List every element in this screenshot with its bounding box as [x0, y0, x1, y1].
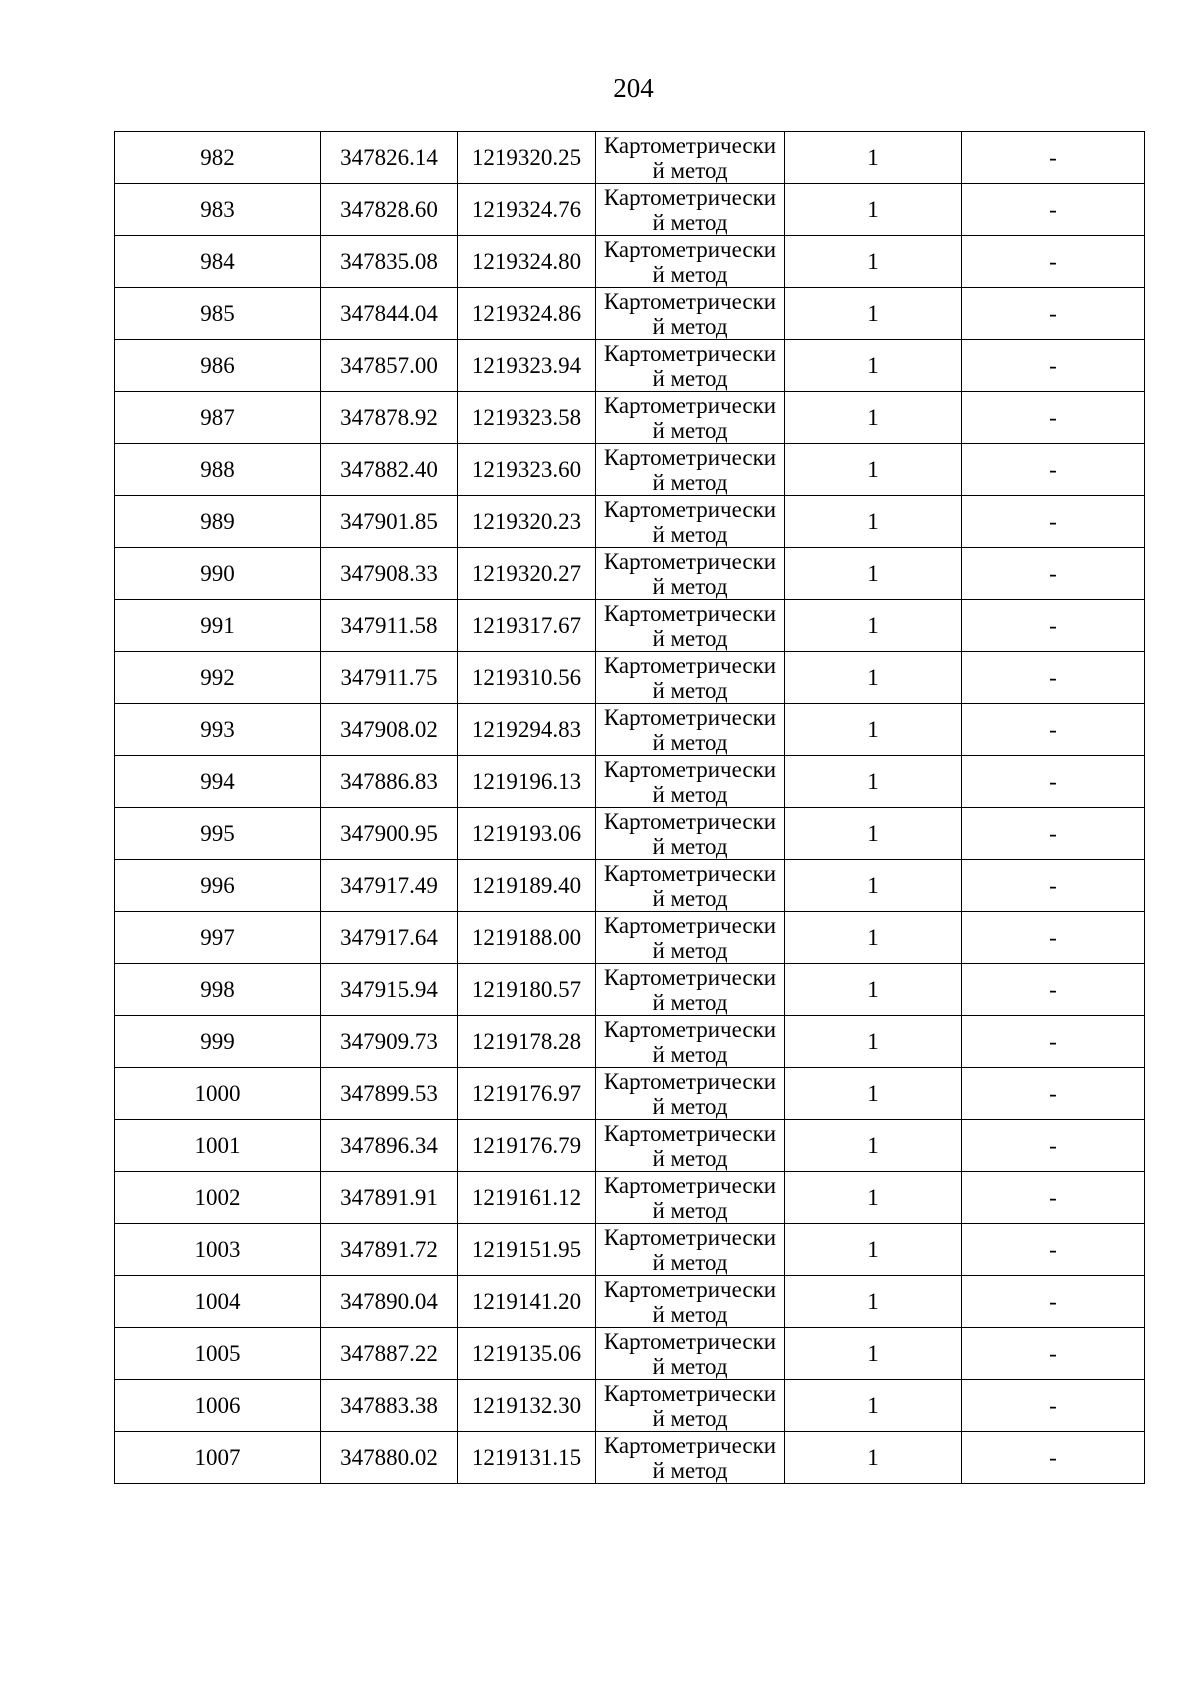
x-coordinate-cell: 347899.53	[321, 1068, 458, 1120]
point-number-cell: 1007	[115, 1432, 321, 1484]
point-number-cell: 1001	[115, 1120, 321, 1172]
y-coordinate-cell: 1219310.56	[458, 652, 596, 704]
method-text-line2: й метод	[652, 781, 728, 807]
description-cell: -	[962, 860, 1145, 912]
table-row	[115, 548, 1145, 600]
method-text-line2: й метод	[652, 469, 728, 495]
description-cell: -	[962, 1432, 1145, 1484]
description-cell: -	[962, 288, 1145, 340]
method-cell	[596, 184, 785, 236]
y-coordinate-cell: 1219180.57	[458, 964, 596, 1016]
method-text-line1: Картометрически	[603, 1432, 777, 1458]
method-text-line2: й метод	[652, 677, 728, 703]
accuracy-cell: 1	[785, 1432, 962, 1484]
accuracy-cell: 1	[785, 756, 962, 808]
y-coordinate-cell: 1219317.67	[458, 600, 596, 652]
method-text-line2: й метод	[652, 1301, 728, 1327]
y-coordinate-cell: 1219178.28	[458, 1016, 596, 1068]
x-coordinate-cell: 347835.08	[321, 236, 458, 288]
method-text-line1: Картометрически	[603, 1276, 777, 1302]
accuracy-cell: 1	[785, 184, 962, 236]
method-text-line2: й метод	[652, 365, 728, 391]
point-number-cell: 1004	[115, 1276, 321, 1328]
method-text-line1: Картометрически	[603, 756, 777, 782]
y-coordinate-cell: 1219176.79	[458, 1120, 596, 1172]
description-cell: -	[962, 340, 1145, 392]
y-coordinate-cell: 1219151.95	[458, 1224, 596, 1276]
y-coordinate-cell: 1219193.06	[458, 808, 596, 860]
table-row	[115, 236, 1145, 288]
description-cell: -	[962, 1016, 1145, 1068]
table-row	[115, 912, 1145, 964]
method-cell	[596, 600, 785, 652]
method-cell	[596, 652, 785, 704]
x-coordinate-cell: 347908.02	[321, 704, 458, 756]
table-row	[115, 1120, 1145, 1172]
point-number-cell: 983	[115, 184, 321, 236]
accuracy-cell: 1	[785, 392, 962, 444]
point-number-cell: 1006	[115, 1380, 321, 1432]
method-text-line1: Картометрически	[603, 704, 777, 730]
point-number-cell: 996	[115, 860, 321, 912]
table-row	[115, 652, 1145, 704]
method-text-line2: й метод	[652, 937, 728, 963]
table-row	[115, 1380, 1145, 1432]
method-text-line1: Картометрически	[603, 1016, 777, 1042]
point-number-cell: 989	[115, 496, 321, 548]
method-text-line1: Картометрически	[603, 1380, 777, 1406]
x-coordinate-cell: 347857.00	[321, 340, 458, 392]
x-coordinate-cell: 347909.73	[321, 1016, 458, 1068]
method-cell	[596, 496, 785, 548]
description-cell: -	[962, 1380, 1145, 1432]
description-cell: -	[962, 600, 1145, 652]
accuracy-cell: 1	[785, 548, 962, 600]
x-coordinate-cell: 347890.04	[321, 1276, 458, 1328]
y-coordinate-cell: 1219188.00	[458, 912, 596, 964]
x-coordinate-cell: 347891.91	[321, 1172, 458, 1224]
method-cell	[596, 756, 785, 808]
point-number-cell: 999	[115, 1016, 321, 1068]
method-cell	[596, 1120, 785, 1172]
point-number-cell: 992	[115, 652, 321, 704]
table-row	[115, 1276, 1145, 1328]
description-cell: -	[962, 756, 1145, 808]
y-coordinate-cell: 1219132.30	[458, 1380, 596, 1432]
y-coordinate-cell: 1219320.25	[458, 132, 596, 184]
method-cell	[596, 1172, 785, 1224]
method-cell	[596, 288, 785, 340]
table-row	[115, 1068, 1145, 1120]
table-row	[115, 756, 1145, 808]
description-cell: -	[962, 1224, 1145, 1276]
description-cell: -	[962, 1172, 1145, 1224]
x-coordinate-cell: 347887.22	[321, 1328, 458, 1380]
method-cell	[596, 444, 785, 496]
method-text-line2: й метод	[652, 157, 728, 183]
description-cell: -	[962, 1328, 1145, 1380]
method-cell	[596, 1380, 785, 1432]
point-number-cell: 997	[115, 912, 321, 964]
point-number-cell: 982	[115, 132, 321, 184]
description-cell: -	[962, 392, 1145, 444]
accuracy-cell: 1	[785, 704, 962, 756]
method-cell	[596, 1016, 785, 1068]
x-coordinate-cell: 347878.92	[321, 392, 458, 444]
method-text-line2: й метод	[652, 521, 728, 547]
y-coordinate-cell: 1219324.76	[458, 184, 596, 236]
description-cell: -	[962, 184, 1145, 236]
method-text-line2: й метод	[652, 1405, 728, 1431]
x-coordinate-cell: 347900.95	[321, 808, 458, 860]
method-text-line2: й метод	[652, 209, 728, 235]
y-coordinate-cell: 1219323.60	[458, 444, 596, 496]
table-row	[115, 704, 1145, 756]
method-text-line1: Картометрически	[603, 860, 777, 886]
accuracy-cell: 1	[785, 1224, 962, 1276]
method-text-line2: й метод	[652, 1353, 728, 1379]
method-text-line2: й метод	[652, 417, 728, 443]
table-row	[115, 1172, 1145, 1224]
method-cell	[596, 1328, 785, 1380]
description-cell: -	[962, 912, 1145, 964]
accuracy-cell: 1	[785, 652, 962, 704]
x-coordinate-cell: 347883.38	[321, 1380, 458, 1432]
accuracy-cell: 1	[785, 1328, 962, 1380]
y-coordinate-cell: 1219196.13	[458, 756, 596, 808]
point-number-cell: 998	[115, 964, 321, 1016]
method-text-line2: й метод	[652, 885, 728, 911]
method-text-line2: й метод	[652, 573, 728, 599]
method-cell	[596, 964, 785, 1016]
accuracy-cell: 1	[785, 1068, 962, 1120]
y-coordinate-cell: 1219323.94	[458, 340, 596, 392]
x-coordinate-cell: 347917.49	[321, 860, 458, 912]
x-coordinate-cell: 347826.14	[321, 132, 458, 184]
table-row	[115, 1432, 1145, 1484]
method-text-line1: Картометрически	[603, 548, 777, 574]
method-cell	[596, 1276, 785, 1328]
x-coordinate-cell: 347915.94	[321, 964, 458, 1016]
method-cell	[596, 808, 785, 860]
y-coordinate-cell: 1219189.40	[458, 860, 596, 912]
table-row	[115, 964, 1145, 1016]
point-number-cell: 993	[115, 704, 321, 756]
point-number-cell: 994	[115, 756, 321, 808]
method-text-line2: й метод	[652, 1197, 728, 1223]
method-cell	[596, 340, 785, 392]
y-coordinate-cell: 1219141.20	[458, 1276, 596, 1328]
point-number-cell: 986	[115, 340, 321, 392]
y-coordinate-cell: 1219324.86	[458, 288, 596, 340]
point-number-cell: 988	[115, 444, 321, 496]
description-cell: -	[962, 964, 1145, 1016]
description-cell: -	[962, 496, 1145, 548]
table-row	[115, 808, 1145, 860]
method-cell	[596, 548, 785, 600]
method-text-line1: Картометрически	[603, 288, 777, 314]
method-text-line1: Картометрически	[603, 808, 777, 834]
method-text-line1: Картометрически	[603, 1224, 777, 1250]
y-coordinate-cell: 1219176.97	[458, 1068, 596, 1120]
accuracy-cell: 1	[785, 1120, 962, 1172]
x-coordinate-cell: 347896.34	[321, 1120, 458, 1172]
method-text-line1: Картометрически	[603, 652, 777, 678]
method-text-line1: Картометрически	[603, 912, 777, 938]
y-coordinate-cell: 1219294.83	[458, 704, 596, 756]
method-text-line1: Картометрически	[603, 1328, 777, 1354]
y-coordinate-cell: 1219131.15	[458, 1432, 596, 1484]
method-text-line1: Картометрически	[603, 340, 777, 366]
x-coordinate-cell: 347901.85	[321, 496, 458, 548]
method-cell	[596, 132, 785, 184]
description-cell: -	[962, 132, 1145, 184]
description-cell: -	[962, 236, 1145, 288]
accuracy-cell: 1	[785, 964, 962, 1016]
table-row	[115, 860, 1145, 912]
point-number-cell: 985	[115, 288, 321, 340]
method-text-line1: Картометрически	[603, 1172, 777, 1198]
accuracy-cell: 1	[785, 1380, 962, 1432]
point-number-cell: 1003	[115, 1224, 321, 1276]
method-text-line1: Картометрически	[603, 964, 777, 990]
accuracy-cell: 1	[785, 912, 962, 964]
method-text-line1: Картометрически	[603, 184, 777, 210]
description-cell: -	[962, 1120, 1145, 1172]
method-text-line2: й метод	[652, 729, 728, 755]
point-number-cell: 984	[115, 236, 321, 288]
accuracy-cell: 1	[785, 132, 962, 184]
method-text-line1: Картометрически	[603, 392, 777, 418]
x-coordinate-cell: 347828.60	[321, 184, 458, 236]
method-text-line2: й метод	[652, 1093, 728, 1119]
description-cell: -	[962, 808, 1145, 860]
table-row	[115, 1016, 1145, 1068]
point-number-cell: 990	[115, 548, 321, 600]
accuracy-cell: 1	[785, 496, 962, 548]
method-text-line2: й метод	[652, 313, 728, 339]
table-row	[115, 288, 1145, 340]
table-row	[115, 600, 1145, 652]
x-coordinate-cell: 347908.33	[321, 548, 458, 600]
method-text-line1: Картометрически	[603, 1120, 777, 1146]
method-text-line2: й метод	[652, 833, 728, 859]
point-number-cell: 1005	[115, 1328, 321, 1380]
y-coordinate-cell: 1219320.23	[458, 496, 596, 548]
description-cell: -	[962, 704, 1145, 756]
description-cell: -	[962, 652, 1145, 704]
method-text-line1: Картометрически	[603, 496, 777, 522]
method-cell	[596, 704, 785, 756]
point-number-cell: 987	[115, 392, 321, 444]
accuracy-cell: 1	[785, 288, 962, 340]
method-text-line2: й метод	[652, 989, 728, 1015]
table-row	[115, 392, 1145, 444]
coordinates-table-body	[115, 132, 1145, 1484]
method-text-line2: й метод	[652, 625, 728, 651]
point-number-cell: 1000	[115, 1068, 321, 1120]
x-coordinate-cell: 347917.64	[321, 912, 458, 964]
accuracy-cell: 1	[785, 600, 962, 652]
table-row	[115, 132, 1145, 184]
accuracy-cell: 1	[785, 1016, 962, 1068]
accuracy-cell: 1	[785, 1276, 962, 1328]
table-row	[115, 1328, 1145, 1380]
description-cell: -	[962, 1068, 1145, 1120]
table-row	[115, 444, 1145, 496]
x-coordinate-cell: 347844.04	[321, 288, 458, 340]
point-number-cell: 995	[115, 808, 321, 860]
accuracy-cell: 1	[785, 444, 962, 496]
page-number: 204	[613, 73, 654, 103]
method-cell	[596, 1432, 785, 1484]
description-cell: -	[962, 444, 1145, 496]
coordinates-table	[114, 131, 1145, 1484]
point-number-cell: 991	[115, 600, 321, 652]
method-cell	[596, 1224, 785, 1276]
y-coordinate-cell: 1219161.12	[458, 1172, 596, 1224]
y-coordinate-cell: 1219324.80	[458, 236, 596, 288]
point-number-cell: 1002	[115, 1172, 321, 1224]
x-coordinate-cell: 347911.58	[321, 600, 458, 652]
method-text-line1: Картометрически	[603, 1068, 777, 1094]
x-coordinate-cell: 347882.40	[321, 444, 458, 496]
method-text-line2: й метод	[652, 1457, 728, 1483]
method-text-line2: й метод	[652, 261, 728, 287]
method-text-line1: Картометрически	[603, 236, 777, 262]
accuracy-cell: 1	[785, 340, 962, 392]
method-text-line1: Картометрически	[603, 600, 777, 626]
table-row	[115, 340, 1145, 392]
method-text-line2: й метод	[652, 1041, 728, 1067]
method-cell	[596, 1068, 785, 1120]
table-row	[115, 184, 1145, 236]
accuracy-cell: 1	[785, 236, 962, 288]
method-cell	[596, 392, 785, 444]
accuracy-cell: 1	[785, 860, 962, 912]
accuracy-cell: 1	[785, 1172, 962, 1224]
method-text-line1: Картометрически	[603, 132, 777, 158]
method-cell	[596, 912, 785, 964]
table-row	[115, 1224, 1145, 1276]
x-coordinate-cell: 347886.83	[321, 756, 458, 808]
y-coordinate-cell: 1219320.27	[458, 548, 596, 600]
method-text-line2: й метод	[652, 1249, 728, 1275]
method-text-line2: й метод	[652, 1145, 728, 1171]
x-coordinate-cell: 347911.75	[321, 652, 458, 704]
description-cell: -	[962, 1276, 1145, 1328]
x-coordinate-cell: 347880.02	[321, 1432, 458, 1484]
accuracy-cell: 1	[785, 808, 962, 860]
y-coordinate-cell: 1219323.58	[458, 392, 596, 444]
table-row	[115, 496, 1145, 548]
y-coordinate-cell: 1219135.06	[458, 1328, 596, 1380]
method-cell	[596, 860, 785, 912]
x-coordinate-cell: 347891.72	[321, 1224, 458, 1276]
method-text-line1: Картометрически	[603, 444, 777, 470]
description-cell: -	[962, 548, 1145, 600]
method-cell	[596, 236, 785, 288]
